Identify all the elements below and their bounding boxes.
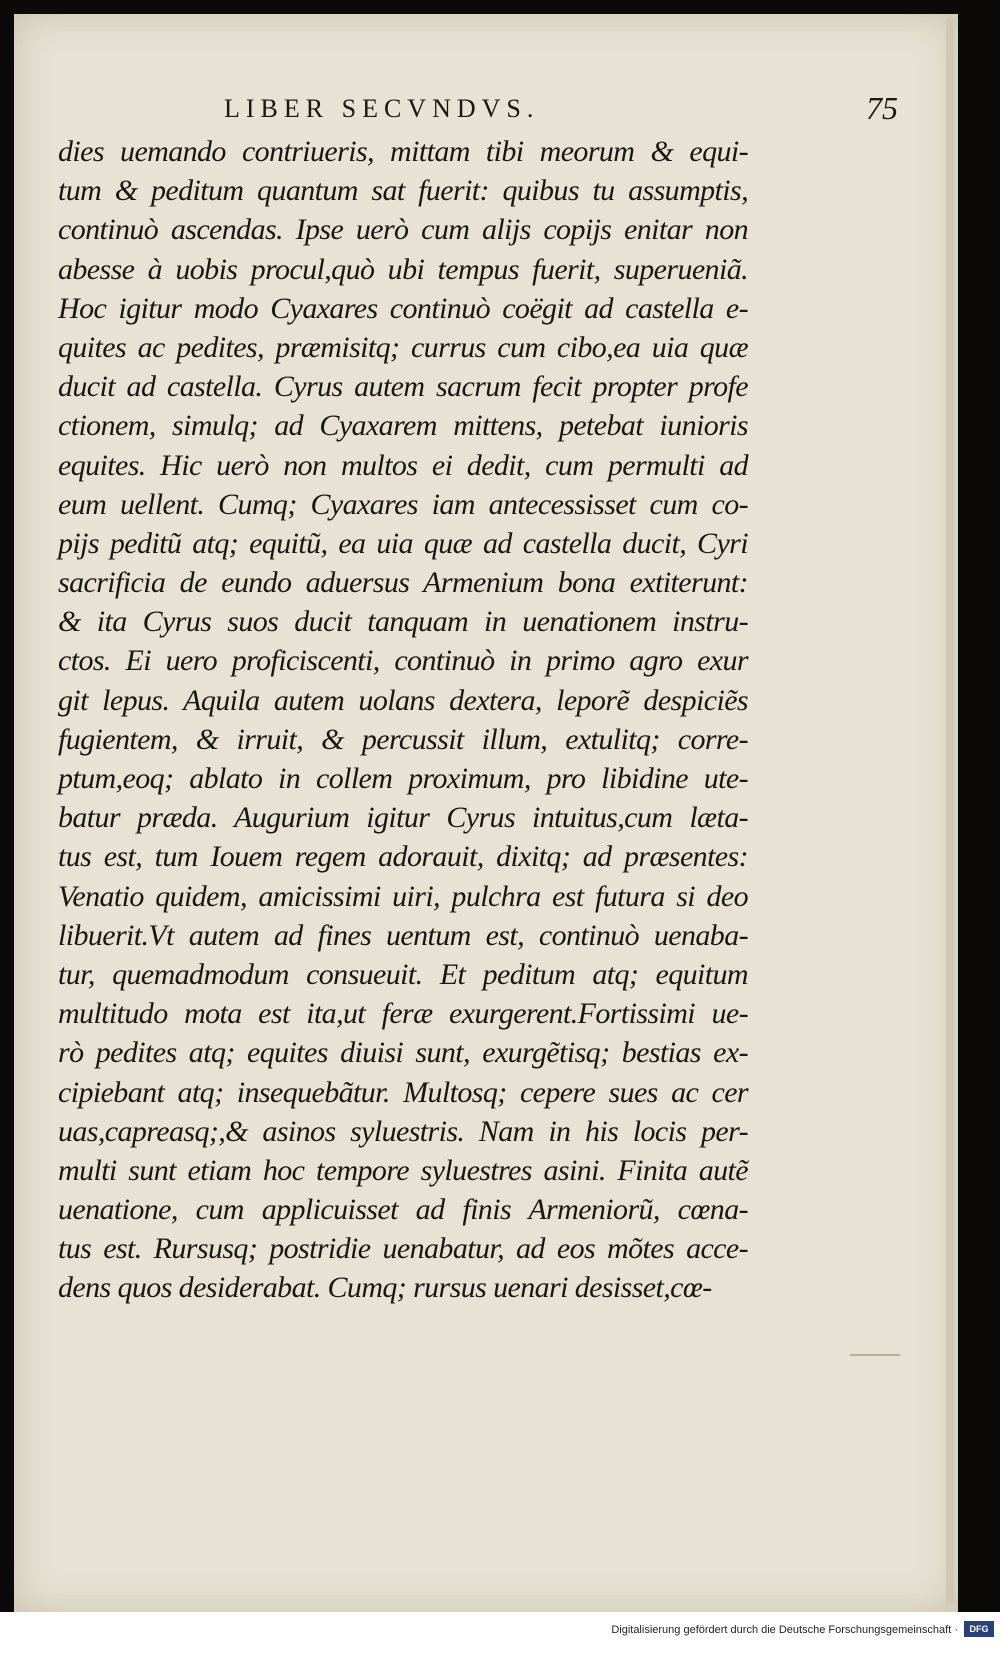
text-line: uenatione, cum applicuisset ad finis Armeniorũ, cœna-	[58, 1193, 748, 1227]
text-line: quites ac pedites, præmisitq; currus cum cibo,ea uia quæ	[58, 330, 748, 364]
text-line: continuò ascendas. Ipse uerò cum alijs copijs enitar non	[58, 213, 748, 247]
text-line: uas,capreasq;,& asinos syluestris. Nam in his locis per-	[58, 1114, 748, 1148]
text-line: Venatio quidem, amicissimi uiri, pulchra est futura si deo	[58, 879, 748, 913]
running-head-title: LIBER SECVNDVS.	[224, 94, 540, 123]
text-line: multi sunt etiam hoc tempore syluestres asini. Finita autẽ	[58, 1153, 748, 1187]
page-mark	[850, 1354, 900, 1356]
text-line: fugientem, & irruit, & percussit illum, extulitq; corre-	[58, 722, 748, 756]
text-line: ctos. Ei uero proficiscenti, continuò in primo agro exur	[58, 644, 748, 678]
running-head	[74, 92, 898, 136]
text-line: eum uellent. Cumq; Cyaxares iam antecessisset cum co-	[58, 487, 748, 521]
text-line: ptum,eoq; ablato in collem proximum, pro libidine ute-	[58, 762, 748, 795]
text-line: & ita Cyrus suos ducit tanquam in uenationem instru-	[58, 605, 748, 639]
text-line: rò pedites atq; equites diuisi sunt, exurgẽtisq; bestias ex-	[58, 1036, 748, 1070]
text-line: ducit ad castella. Cyrus autem sacrum fecit propter profe	[58, 370, 748, 404]
text-line: sacrificia de eundo aduersus Armenium bona extiterunt:	[58, 566, 748, 600]
text-line: tur, quemadmodum consueuit. Et peditum atq; equitum	[58, 957, 748, 991]
text-line: dies uemando contriueris, mittam tibi meorum & equi-	[58, 135, 748, 168]
text-line: abesse à uobis procul,quò ubi tempus fuerit, superueniã.	[58, 252, 748, 286]
text-line: multitudo mota est ita,ut feræ exurgerent.Fortissimi ue-	[58, 997, 748, 1031]
digitization-footer	[0, 1612, 1000, 1653]
page-number: 75	[866, 90, 898, 126]
book-page	[14, 14, 958, 1612]
text-line: equites. Hic uerò non multos ei dedit, cum permulti ad	[58, 448, 748, 482]
text-line: pijs peditũ atq; equitũ, ea uia quæ ad castella ducit, Cyri	[58, 526, 748, 560]
text-line: tus est. Rursusq; postridie uenabatur, ad eos mõtes acce-	[58, 1232, 748, 1266]
body-text	[58, 132, 748, 1308]
text-line: batur præda. Augurium igitur Cyrus intuitus,cum læta-	[58, 801, 748, 835]
text-line: Hoc igitur modo Cyaxares continuò coëgit ad castella e-	[58, 291, 748, 325]
text-line: tus est, tum Iouem regem adorauit, dixitq; ad præsentes:	[58, 840, 748, 874]
text-line: tum & peditum quantum sat fuerit: quibus tu assumptis,	[58, 174, 748, 208]
text-line: git lepus. Aquila autem uolans dextera, leporẽ despiciẽs	[58, 683, 748, 717]
dfg-logo: DFG	[964, 1621, 994, 1637]
funding-credit: Digitalisierung gefördert durch die Deutsche Forschungsgemeinschaft ·	[611, 1624, 958, 1636]
text-line: cipiebant atq; insequebãtur. Multosq; cepere sues ac cer	[58, 1075, 748, 1109]
page-edge	[946, 18, 954, 1604]
text-line: dens quos desiderabat. Cumq; rursus uenari desisset,cœ-	[58, 1271, 712, 1305]
text-line: ctionem, simulq; ad Cyaxarem mittens, petebat iunioris	[58, 409, 748, 443]
text-line: libuerit.Vt autem ad fines uentum est, continuò uenaba-	[58, 918, 748, 952]
